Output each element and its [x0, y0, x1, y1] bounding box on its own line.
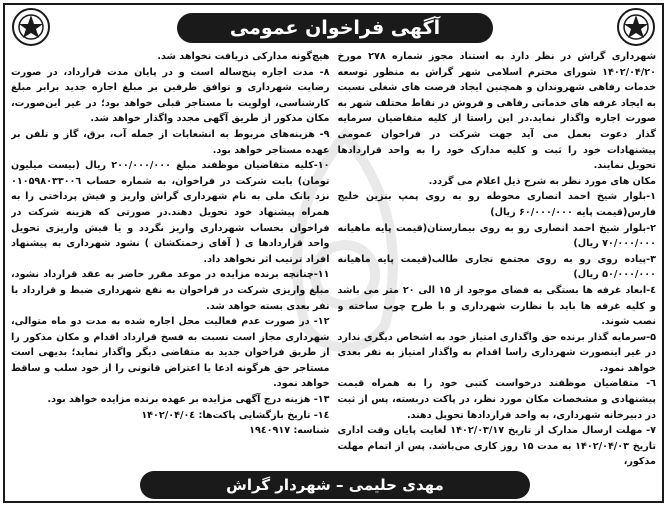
clause-12: ۱۲- در صورت عدم فعالیت محل اجاره شده به مدت دو ماه متوالی، شهرداری مجاز است نسبت به فسخ قرارداد اقدام و مکان مذکور را از طریق فراخوان جدید به متقاضی دیگر واگذار نماید؛ بدیهی است مستاجر حق هرگونه ادعا یا اعتراض قانونی را از خود سلب و ساقط خواهد نمود.	[11, 316, 330, 390]
clause-5: ۵-سرمایه گذار برنده حق واگذاری امتیاز خود به اشخاص دیگری ندارد در غیر اینصورت شهرداری راسا اقدام به واگذار امتیاز به نفر بعدی خواهد نمود.	[337, 331, 656, 374]
municipality-emblem-icon	[11, 7, 51, 47]
clause-7: ۷- مهلت ارسال مدارک از تاریخ ۱۴۰۲/۰۳/۱۷ لغایت پایان وقت اداری تاریخ ۱۴۰۲/۰۴/۰۳ به مدت ۱۵ روز کاری می‌باشد. پس از اتمام مهلت مذکور،	[337, 425, 656, 468]
clause-13: ۱۳- هزینه درج آگهی مزایده بر عهده برنده مزایده خواهد بود.	[47, 394, 330, 406]
notice-frame	[3, 3, 664, 503]
clause-9: ۹- هزینه‌های مربوط به انشعابات از جمله آب، برق، گاز و تلفن بر عهده مستاجر خواهد بود.	[11, 128, 330, 156]
clause-7-continued: هیچ‌گونه مدارکی دریافت نخواهد شد.	[157, 51, 330, 62]
left-column	[11, 49, 330, 469]
notice-body	[11, 49, 656, 469]
notice-header	[5, 5, 662, 47]
clause-1: ۱-بلوار شیخ احمد انصاری محوطه رو به روی پمپ بنزین خلیج فارس(قیمت پایه ۶۰/۰۰۰/۰۰۰ ریال)	[337, 191, 656, 218]
clause-4: ٤-ابعاد غرفه ها بستگی به فضای موجود از ۱۵ الی ۲۰ متر می باشد و کلیه غرفه ها باید با نظارت شهرداری و با طرح چوب ساخته و نصب شوند.	[337, 284, 656, 328]
intro-paragraph: شهرداری گراش در نظر دارد به استناد مجوز شماره ۲۷۸ مورخ ۱۴۰۲/۰۴/۲۰ شورای محترم اسلامی شهر گراش به منظور توسعه خدمات رفاهی شهروندان و همچنین ایجاد فرصت های شغلی نسبت به ایجاد غرفه های خدماتی رفاهی و فروش در نقاط مختلف شهر به صورت اجاره واگذار نماید.در این راستا از کلیه متقاضیان سرمایه گذار دعوت بعمل می آید جهت شرکت در فراخوان عمومی پیشنهادات خود را ثبت و کلیه مدارک خود را به واحد قراردادها تحویل نمایند.	[337, 51, 656, 172]
notice-id: شناسه: ۱۹٤۰۹۱۷	[249, 425, 330, 437]
right-column	[338, 49, 657, 469]
locations-heading: مکان های مورد نظر به شرح ذیل اعلام می گردد.	[428, 175, 656, 187]
municipality-emblem-icon	[616, 7, 656, 47]
signature-text: مهدی حلیمی – شهردار گراش	[226, 476, 444, 494]
clause-11: ۱۱-چنانچه برنده مزایده در موعد مقرر حاضر به عقد قرارداد نشود، مبلغ واریزی شرکت در فراخوان به نفع شهرداری ضبط و قرارداد با نفر بعدی بسته خواهد شد.	[11, 269, 330, 312]
signature-banner	[140, 471, 530, 499]
clause-2: ۲-بلوار شیخ احمد انصاری رو به روی بیمارستان(قیمت پایه ماهیانه ۷۰/۰۰۰/۰۰۰ ریال)	[337, 222, 656, 250]
clause-8: ۸- مدت اجاره پنج‌ساله است و در پایان مدت قرارداد، در صورت رضایت شهرداری و توافق طرفین بر مبلغ اجاره جدید برابر مبلغ کارشناسی، اولویت با مستاجر قبلی خواهد بود؛ در غیر این‌صورت، مکان مذکور از طریق آگهی مجدد واگذار خواهد شد.	[11, 66, 330, 125]
clause-3: ۳-پیاده روی رو به روی مجتمع تجاری طالب(قیمت پایه ماهیانه ۵۰/۰۰۰/۰۰۰ ریال)	[337, 253, 656, 281]
page-title: آگهی فراخوان عمومی	[229, 17, 441, 39]
title-banner	[177, 13, 493, 43]
clause-6: ٦- متقاضیان موظفند درخواست کتبی خود را به همراه قیمت پیشنهادی و مشخصات مکان مورد نظر، در پاکت دربسته، پس از ثبت در دبیرخانه شهرداری، به واحد قراردادها تحویل دهند.	[337, 378, 656, 421]
clause-14: ۱٤- تاریخ بازگشایی پاکت‌ها: ۱۴۰۲/۰۴/۰٤	[141, 409, 330, 421]
clause-10: ۱۰-کلیه متقاضیان موظفند مبلغ ۲۰۰/۰۰۰/۰۰۰ ریال (بیست میلیون تومان) بابت شرکت در فراخوان، به شماره حساب ۰۱۰۵۹۸۰۳۳۰۰٦ نزد بانک ملی به نام شهرداری گراش واریز و فیش پرداختی را به همراه پیشنهاد خود تحویل دهند.در صورتی که هزینه شرکت در فراخوان بحساب شهرداری واریز نگردد و یا فیش واریزی تحویل واحد قراردادها ی ( آقای زحمتکشان ) نشود شهرداری به پیشنهاد افراد ترتیب اثر نخواهد داد.	[11, 160, 330, 265]
